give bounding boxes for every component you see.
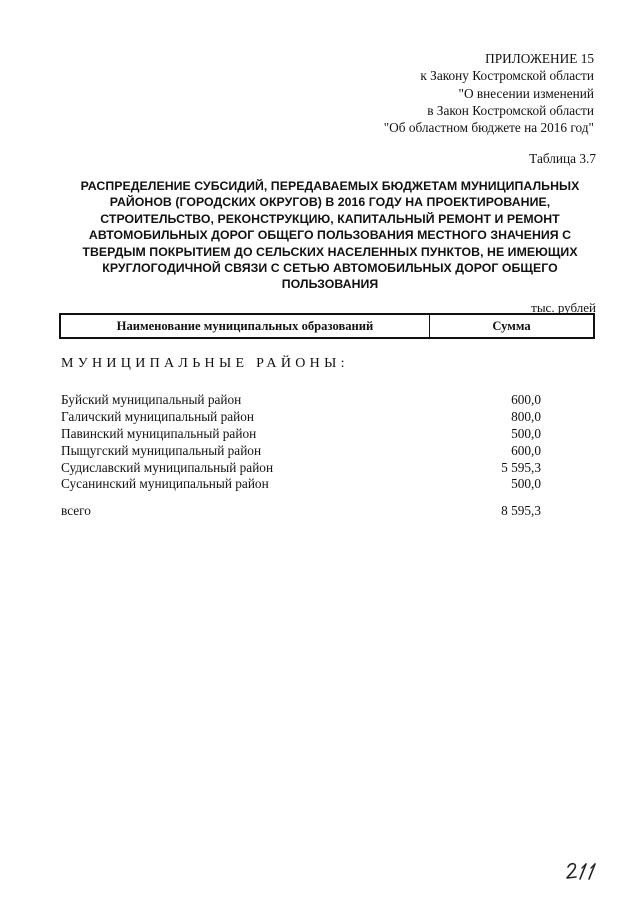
district-name: Галичский муниципальный район: [61, 409, 255, 425]
total-amount: 8 595,3: [501, 503, 541, 518]
title-line: АВТОМОБИЛЬНЫХ ДОРОГ ОБЩЕГО ПОЛЬЗОВАНИЯ МЕСТНОГО ЗНАЧЕНИЯ С: [88, 228, 572, 243]
district-name: Павинский муниципальный район: [61, 425, 257, 441]
district-name: Пыщугский муниципальный район: [61, 442, 262, 458]
district-name: Буйский муниципальный район: [61, 392, 242, 408]
table-row: [61, 392, 541, 409]
table-number: Таблица 3.7: [529, 151, 596, 166]
table-row: [61, 426, 541, 443]
district-list: [61, 392, 541, 493]
units-label: тыс. рублей: [531, 300, 596, 315]
appendix-line: к Закону Костромской области: [420, 68, 594, 84]
header-sum-column: Сумма: [492, 318, 531, 333]
district-amount: 600,0: [511, 392, 541, 408]
section-heading: МУНИЦИПАЛЬНЫЕ РАЙОНЫ:: [61, 356, 349, 371]
table-row: [61, 442, 541, 459]
table-row: [61, 409, 541, 426]
district-amount: 5 595,3: [501, 459, 541, 475]
district-amount: 500,0: [511, 425, 541, 441]
table-header: [59, 313, 595, 339]
title-line: РАСПРЕДЕЛЕНИЕ СУБСИДИЙ, ПЕРЕДАВАЕМЫХ БЮДЖЕТАМ МУНИЦИПАЛЬНЫХ: [80, 179, 580, 193]
table-row: [61, 476, 541, 493]
appendix-line: ПРИЛОЖЕНИЕ 15: [485, 51, 594, 66]
document-title: [66, 178, 594, 293]
title-line: ПОЛЬЗОВАНИЯ: [281, 277, 379, 292]
header-name-column: Наименование муниципальных образований: [61, 315, 430, 337]
title-line: ТВЕРДЫМ ПОКРЫТИЕМ ДО СЕЛЬСКИХ НАСЕЛЕННЫХ ПУНКТОВ, НЕ ИМЕЮЩИХ: [82, 244, 578, 259]
handwritten-page-number: [560, 858, 620, 884]
title-line: СТРОИТЕЛЬСТВО, РЕКОНСТРУКЦИЮ, КАПИТАЛЬНЫЙ РЕМОНТ И РЕМОНТ: [100, 211, 560, 226]
district-amount: 800,0: [511, 409, 541, 425]
district-amount: 600,0: [511, 442, 541, 458]
appendix-line: в Закон Костромской области: [427, 102, 594, 118]
table-row: [61, 459, 541, 476]
district-name: Сусанинский муниципальный район: [61, 476, 269, 492]
district-amount: 500,0: [511, 476, 541, 492]
title-line: КРУГЛОГОДИЧНОЙ СВЯЗИ С СЕТЬЮ АВТОМОБИЛЬНЫХ ДОРОГ ОБЩЕГО: [102, 261, 558, 276]
appendix-line: "О внесении изменений: [458, 85, 594, 101]
title-line: РАЙОНОВ (ГОРОДСКИХ ОКРУГОВ) В 2016 ГОДУ НА ПРОЕКТИРОВАНИЕ,: [109, 195, 551, 210]
appendix-block: [384, 50, 594, 136]
district-name: Судиславский муниципальный район: [61, 459, 274, 475]
total-row: [61, 503, 541, 519]
total-label: всего: [61, 503, 91, 518]
appendix-line: "Об областном бюджете на 2016 год": [383, 120, 594, 136]
